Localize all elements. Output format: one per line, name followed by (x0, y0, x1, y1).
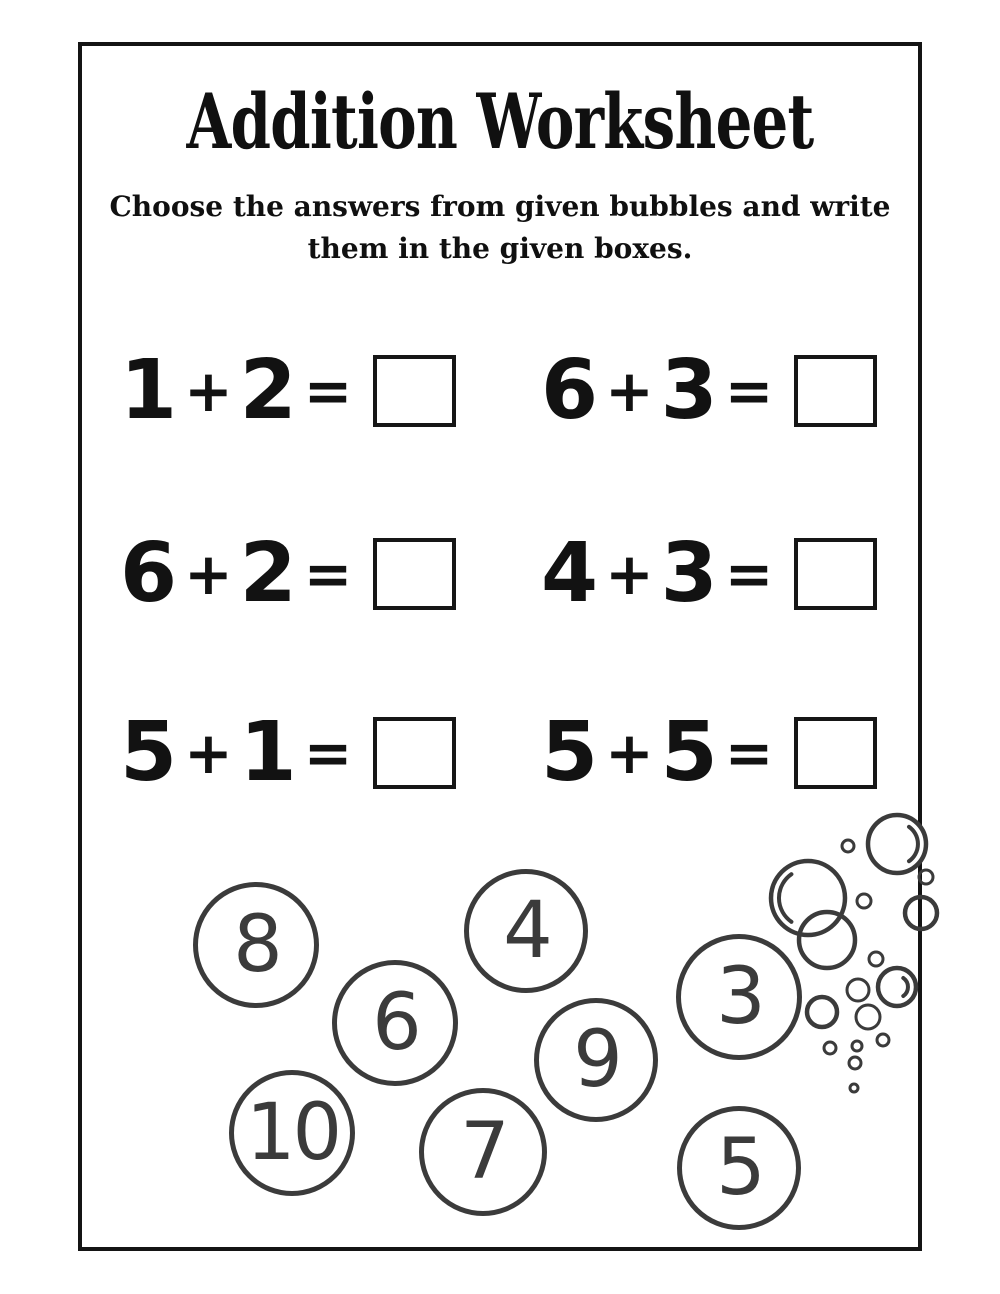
bubble-value: 9 (573, 1015, 620, 1105)
bubble-value: 8 (233, 900, 280, 990)
answer-box-6-plus-3[interactable] (794, 355, 877, 427)
answer-box-6-plus-2[interactable] (373, 538, 456, 610)
plus-sign: + (605, 357, 654, 425)
problem-6-plus-3 (541, 343, 877, 438)
answer-bubble-4[interactable] (464, 869, 588, 993)
answer-box-5-plus-1[interactable] (373, 717, 456, 789)
addend-2: 1 (239, 705, 297, 800)
answer-bubble-5[interactable] (677, 1106, 801, 1230)
bubble-value: 4 (503, 886, 550, 976)
plus-sign: + (605, 719, 654, 787)
bubble-value: 10 (245, 1088, 340, 1178)
addend-2: 5 (660, 705, 718, 800)
addend-2: 2 (239, 343, 297, 438)
bubble-value: 7 (460, 1107, 507, 1197)
addend-1: 6 (120, 526, 178, 621)
plus-sign: + (184, 540, 233, 608)
page-title: Addition Worksheet (186, 77, 814, 166)
bubble-value: 3 (716, 952, 763, 1042)
instructions-text (0, 186, 1000, 270)
answer-bubble-6[interactable] (332, 960, 458, 1086)
answer-bubble-8[interactable] (193, 882, 319, 1008)
addend-2: 3 (660, 526, 718, 621)
bubble-value: 6 (372, 978, 419, 1068)
problem-6-plus-2 (120, 526, 456, 621)
bubble-value: 5 (716, 1123, 763, 1213)
equals-sign: = (303, 719, 353, 787)
plus-sign: + (605, 540, 654, 608)
plus-sign: + (184, 719, 233, 787)
equals-sign: = (724, 719, 774, 787)
plus-sign: + (184, 357, 233, 425)
answer-bubble-10[interactable] (229, 1070, 355, 1196)
addend-1: 6 (541, 343, 599, 438)
equals-sign: = (303, 357, 353, 425)
answer-box-1-plus-2[interactable] (373, 355, 456, 427)
answer-box-4-plus-3[interactable] (794, 538, 877, 610)
equals-sign: = (724, 357, 774, 425)
addend-2: 3 (660, 343, 718, 438)
answer-bubble-3[interactable] (676, 934, 802, 1060)
addend-1: 4 (541, 526, 599, 621)
instructions-line-2: them in the given boxes. (307, 232, 693, 265)
addend-2: 2 (239, 526, 297, 621)
answer-bubble-7[interactable] (419, 1088, 547, 1216)
addend-1: 5 (120, 705, 178, 800)
equals-sign: = (303, 540, 353, 608)
addend-1: 5 (541, 705, 599, 800)
addend-1: 1 (120, 343, 178, 438)
problem-4-plus-3 (541, 526, 877, 621)
problem-5-plus-1 (120, 705, 456, 800)
instructions-line-1: Choose the answers from given bubbles and write (109, 190, 891, 223)
problem-1-plus-2 (120, 343, 456, 438)
problem-5-plus-5 (541, 705, 877, 800)
answer-bubble-9[interactable] (534, 998, 658, 1122)
equals-sign: = (724, 540, 774, 608)
answer-box-5-plus-5[interactable] (794, 717, 877, 789)
